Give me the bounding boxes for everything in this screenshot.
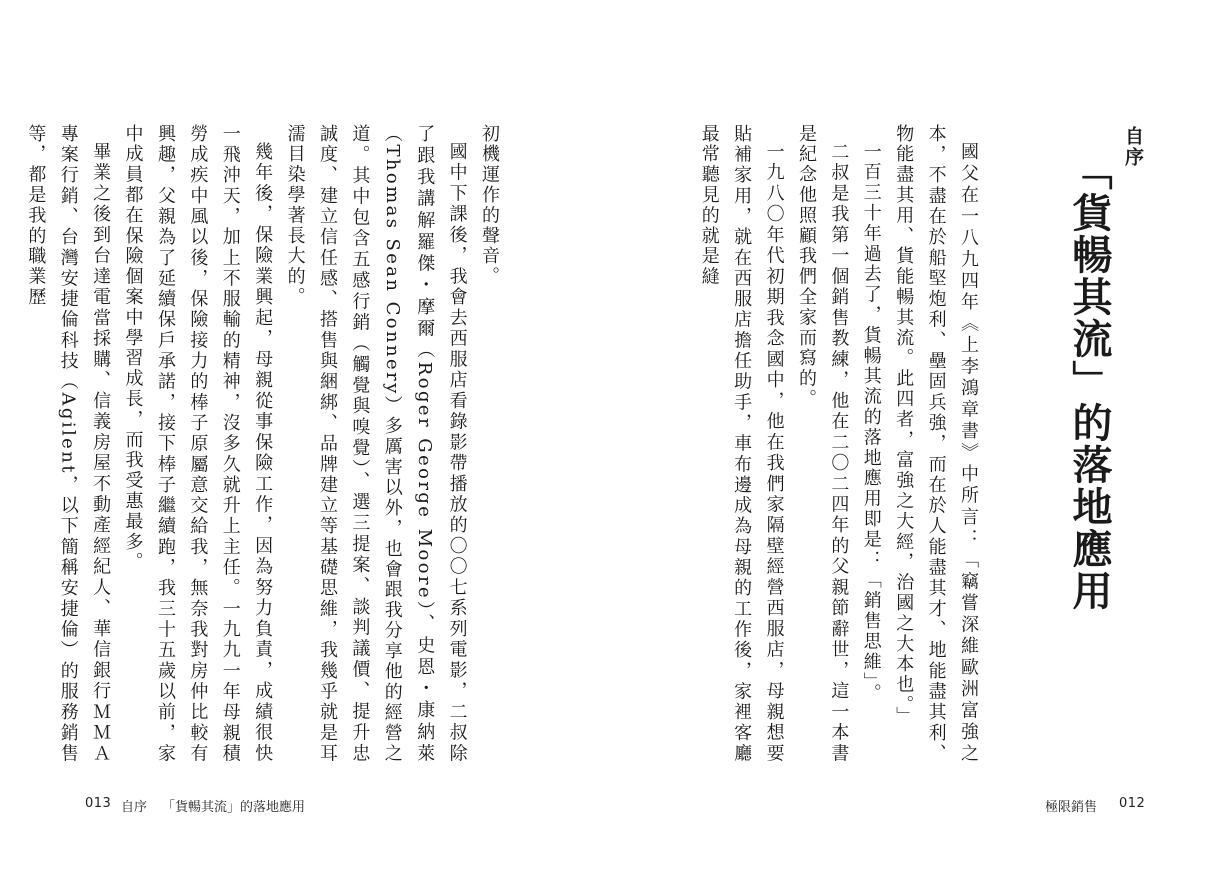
paragraph: 初機運作的聲音。 [479, 124, 500, 288]
paragraph: 國父在一八九四年《上李鴻章書》中所言：「竊嘗深維歐洲富強之本，不盡在於船堅炮利、壘固兵強，而在於人能盡其才、地能盡其利、物能盡其用、貨能暢其流。此四者，富強之大經，治國之大本也。」 [893, 124, 979, 764]
page-number: 013 [85, 796, 112, 811]
right-page [607, 0, 1214, 871]
running-header-book-title: 極限銷售 [1045, 800, 1098, 815]
running-header-chapter-title: 「貨暢其流」的落地應用 [162, 800, 306, 815]
paragraph: 國中下課後，我會去西服店看錄影帶播放的〇〇七系列電影，二叔除了跟我講解羅傑・摩爾（Roger George Moore）、史恩・康納萊（Thomas Sean Connery）多厲害以外，也會跟我分享他的經營之道。其中包含五感行銷（觸覺與嗅覺）、選三提案、談判議價、提升忠誠度、建立信任感、搭售與綑綁、品牌建立等基礎思維，我幾乎就是耳濡目染學著長大的。 [284, 124, 468, 764]
chapter-label: 自序 [1122, 126, 1144, 168]
page-number: 012 [1119, 796, 1146, 811]
paragraph: 幾年後，保險業興起，母親從事保險工作，因為努力負責，成績很快一飛沖天，加上不服輸的精神，沒多久就升上主任。一九九一年母親積勞成疾中風以後，保險接力的棒子原屬意交給我，無奈我對房仲比較有興趣，父親為了延續保戶承諾，接下棒子繼續跑，我三十五歲以前，家中成員都在保險個案中學習成長，而我受惠最多。 [122, 124, 274, 764]
paragraph: 二叔是我第一個銷售教練，他在二〇二四年的父親節辭世，這一本書是紀念他照顧我們全家而寫的。 [795, 124, 850, 764]
right-page-body [698, 124, 984, 764]
paragraph: 一九八〇年代初期我念國中，他在我們家隔壁經營西服店，母親想要貼補家用，就在西服店擔任助手，車布邊成為母親的工作後，家裡客廳最常聽見的就是縫 [698, 124, 785, 764]
chapter-title: 「貨暢其流」的落地應用 [1066, 150, 1112, 612]
running-header-chapter-label: 自序 [121, 800, 148, 815]
left-page-body [25, 124, 505, 764]
paragraph: 畢業之後到台達電當採購、信義房屋不動產經紀人、華信銀行ＭＭＡ專案行銷、台灣安捷倫科技（Agilent，以下簡稱安捷倫）的服務銷售等，都是我的職業歷 [25, 124, 112, 764]
paragraph: 一百三十年過去了，貨暢其流的落地應用即是：「銷售思維」。 [860, 142, 882, 705]
